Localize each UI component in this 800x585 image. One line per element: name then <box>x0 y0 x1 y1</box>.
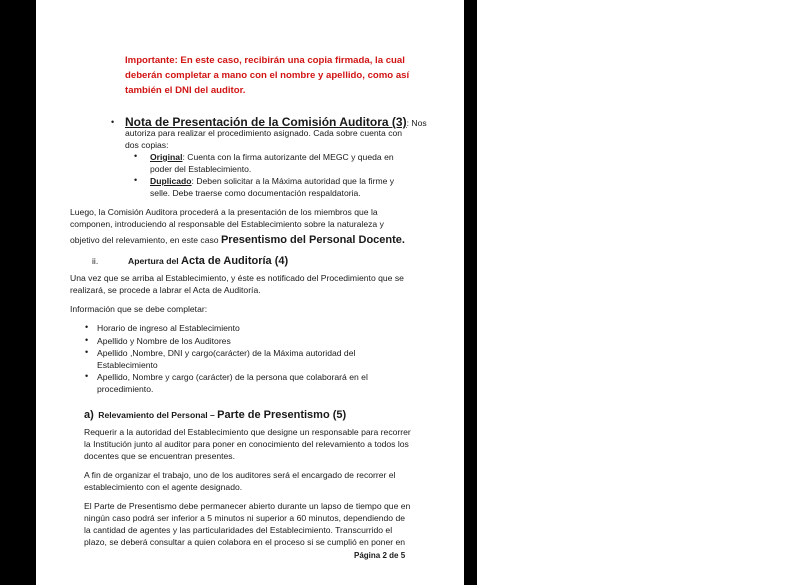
parte-line-3: la cantidad de agentes y las particularidades del Establecimiento. Transcurrido el <box>84 525 393 535</box>
nota-text-start: : Nos <box>406 118 427 128</box>
arriba-line-2: realizará, se procede a labrar el Acta de Auditoría. <box>70 285 261 295</box>
original-label: Original <box>150 152 183 162</box>
info-item-4-line-1: Apellido, Nombre y cargo (carácter) de la persona que colaborará en el <box>97 372 368 382</box>
bullet-icon: • <box>85 347 89 357</box>
left-border <box>0 0 36 585</box>
requerir-line-2: la Institución junto al auditor para poner en conocimiento del relevamiento a todos los <box>84 439 409 449</box>
duplicado-line-1 <box>150 175 394 187</box>
parte-line-1: El Parte de Presentismo debe permanecer abierto durante un lapso de tiempo que en <box>84 501 411 511</box>
duplicado-text: : Deben solicitar a la Máxima autoridad que la firme y <box>191 176 395 186</box>
info-label: Información que se debe completar: <box>70 304 208 314</box>
original-line-2: poder del Establecimiento. <box>150 164 252 174</box>
fin-line-2: establecimiento con el agente designado. <box>84 482 243 492</box>
page-label: Página <box>354 551 383 560</box>
nota-line-1: autoriza para realizar el procedimiento asignado. Cada sobre cuenta con <box>125 128 403 138</box>
important-line-2: deberán completar a mano con el nombre y apellido, como así <box>125 70 410 81</box>
bullet-icon: • <box>85 322 89 332</box>
info-item-2: Apellido y Nombre de los Auditores <box>97 336 231 346</box>
duplicado-line-2: selle. Debe traerse como documentación respaldatoria. <box>150 188 361 198</box>
bullet-icon: • <box>85 335 89 345</box>
apertura-numeral: ii. <box>92 256 99 266</box>
nota-line-2: dos copias: <box>125 140 169 150</box>
bullet-icon: • <box>134 175 138 185</box>
luego-line-1: Luego, la Comisión Auditora procederá a la presentación de los miembros que la <box>70 207 378 217</box>
info-item-3-line-2: Establecimiento <box>97 360 158 370</box>
duplicado-label: Duplicado <box>150 176 192 186</box>
right-border <box>464 0 477 585</box>
page-of: de <box>386 551 401 560</box>
arriba-line-1: Una vez que se arriba al Establecimiento, y éste es notificado del Procedimiento que se <box>70 273 404 283</box>
nota-title: Nota de Presentación de la Comisión Auditora (3) <box>125 115 407 129</box>
relevamiento-letter: a) <box>84 409 94 421</box>
page-current: 2 <box>382 551 387 560</box>
luego-line-3 <box>70 230 405 248</box>
page-number <box>354 551 405 560</box>
fin-line-1: A fin de organizar el trabajo, uno de los auditores será el encargado de recorrer el <box>84 470 396 480</box>
info-item-4-line-2: procedimiento. <box>97 384 154 394</box>
apertura-title: Acta de Auditoría (4) <box>181 255 289 267</box>
original-line-1 <box>150 151 394 163</box>
important-line-3: también el DNI del auditor. <box>125 85 246 96</box>
apertura-prefix: Apertura del <box>128 256 182 266</box>
luego-line-3-start: objetivo del relevamiento, en este caso <box>70 235 221 245</box>
page-total: 5 <box>400 551 406 560</box>
apertura-heading <box>128 251 288 269</box>
relevamiento-title: Parte de Presentismo (5) <box>217 409 347 421</box>
requerir-line-3: docentes que se encuentran presentes. <box>84 451 235 461</box>
bullet-icon: • <box>111 117 115 127</box>
bullet-icon: • <box>85 371 89 381</box>
bullet-icon: • <box>134 151 138 161</box>
info-item-3-line-1: Apellido ,Nombre, DNI y cargo(carácter) de la Máxima autoridad del <box>97 348 356 358</box>
parte-line-4: plazo, se deberá consultar a quien colabora en el proceso si se cumplió en poner en <box>84 537 406 547</box>
parte-line-2: ningún caso podrá ser inferior a 5 minutos ni superior a 60 minutos, dependiendo de <box>84 513 406 523</box>
luego-line-2: componen, introduciendo al responsable del Establecimiento sobre la naturaleza y <box>70 219 384 229</box>
original-text: : Cuenta con la firma autorizante del MEGC y queda en <box>182 152 394 162</box>
important-line-1: Importante: En este caso, recibirán una copia firmada, la cual <box>125 55 405 66</box>
info-item-1: Horario de ingreso al Establecimiento <box>97 323 240 333</box>
luego-emphasis: Presentismo del Personal Docente. <box>220 234 405 246</box>
relevamiento-prefix: Relevamiento del Personal – <box>98 410 218 420</box>
document-page <box>36 0 464 585</box>
requerir-line-1: Requerir a la autoridad del Establecimiento que designe un responsable para recorrer <box>84 427 411 437</box>
relevamiento-heading <box>84 405 346 423</box>
